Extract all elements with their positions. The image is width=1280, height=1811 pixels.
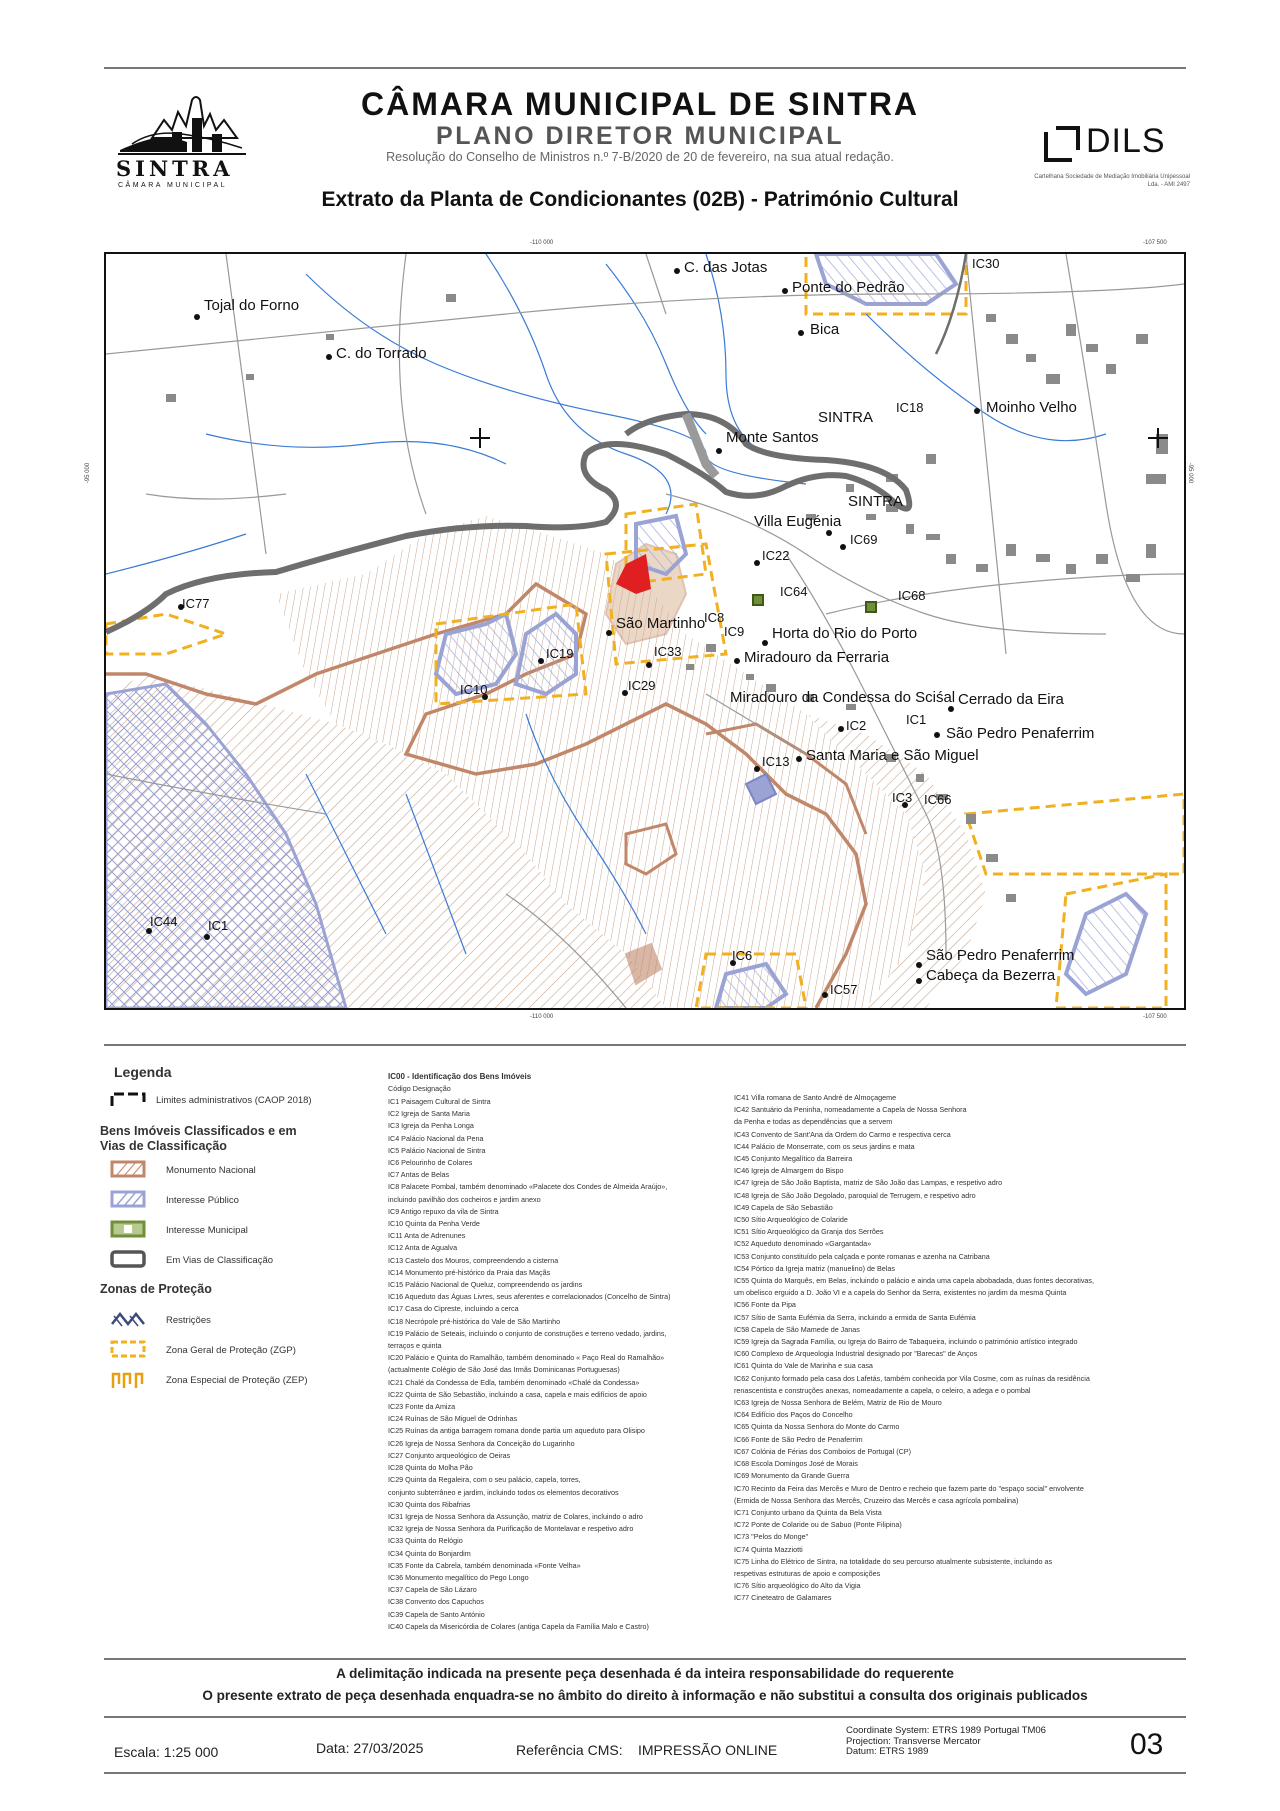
ic-list-item: IC21 Chalé da Condessa de Edla, também denominado «Chalé da Condessa»	[388, 1377, 640, 1387]
ic-list-item: IC40 Capela da Misericórdia de Colares (antiga Capela da Família Malo e Castro)	[388, 1621, 649, 1631]
ic-list-column-2	[734, 1092, 1174, 1605]
ic-list-item: IC66 Fonte de São Pedro de Penaferrim	[734, 1434, 863, 1444]
ic-list-item: IC13 Castelo dos Mouros, compreendendo a cisterna	[388, 1255, 559, 1265]
ic-list-item: IC49 Capela de São Sebastião	[734, 1202, 833, 1212]
ic-list-item: IC31 Igreja de Nossa Senhora da Assunção, matriz de Colares, incluindo o adro	[388, 1511, 643, 1521]
ic-list-item: IC26 Igreja de Nossa Senhora da Conceição do Lugarinho	[388, 1438, 575, 1448]
logo-wordmark: SINTRA	[116, 156, 234, 181]
ref-label: Referência CMS:	[516, 1742, 623, 1758]
place-dot	[948, 706, 954, 712]
ic-list-item: IC54 Pórtico da Igreja matriz (manuelino) de Belas	[734, 1263, 895, 1273]
coord-top-1: -110 000	[530, 240, 554, 246]
ic-list-item: IC62 Conjunto formado pela casa dos Lafetás, também conhecida por Vila Cosme, com as ruínas da residência	[734, 1373, 1090, 1383]
ic-list-item: conjunto subterrâneo e jardim, incluindo todos os elementos decorativos	[388, 1487, 619, 1497]
footer-rule	[104, 1716, 1186, 1718]
ic-list-item: IC53 Conjunto constituído pela calçada e ponte romanas e azenha na Catribana	[734, 1251, 990, 1261]
place-label: C. das Jotas	[684, 259, 768, 276]
ic-list-item: IC43 Convento de Sant'Ana da Ordem do Carmo e respectiva cerca	[734, 1129, 951, 1139]
place-label: Monte Santos	[726, 429, 819, 446]
ic-code-label: IC1	[906, 712, 927, 727]
ic-list-item: IC71 Conjunto urbano da Quinta da Bela Vista	[734, 1507, 882, 1517]
place-dot	[916, 962, 922, 968]
map-panel[interactable]	[104, 252, 1186, 1010]
ic-list-column-1	[388, 1096, 718, 1633]
place-label: Cabeça da Bezerra	[926, 967, 1056, 984]
ic-list-item: IC70 Recinto da Feira das Mercês e Muro de Dentro e recheio que fazem parte do "espaço social" envolvente	[734, 1483, 1084, 1493]
place-label: Tojal do Forno	[204, 297, 300, 314]
ic-list-heading: IC00 - Identificação dos Bens Imóveis	[388, 1072, 532, 1081]
ic-list-item: IC3 Igreja da Penha Longa	[388, 1121, 474, 1131]
ic-list-item: IC32 Igreja de Nossa Senhora da Purificação de Montelavar e respetivo adro	[388, 1524, 634, 1534]
place-dot	[974, 408, 980, 414]
ic-list-item: IC52 Aqueduto denominado «Gargantada»	[734, 1239, 872, 1249]
ic-list-item: IC12 Anta de Agualva	[388, 1243, 458, 1253]
ic-list-item: IC60 Complexo de Arqueologia Industrial designado por "Barecas" de Anços	[734, 1349, 978, 1359]
ic-list-item: IC17 Casa do Cipreste, incluindo a cerca	[388, 1304, 519, 1314]
coord-top-2: -107 500	[1143, 240, 1167, 246]
ic-list-item: IC58 Capela de São Mamede de Janas	[734, 1324, 860, 1334]
ic-list-item: incluindo pavilhão dos cocheiros e jardim anexo	[388, 1194, 541, 1204]
place-label: Miradouro da Ferraria	[744, 649, 890, 666]
place-label: Ponte do Pedrão	[792, 279, 905, 296]
date-text: Data: 27/03/2025	[316, 1740, 424, 1756]
ic-list-item: renascentista e construções anexas, nomeadamente a capela, o celeiro, a adega e o pombal	[734, 1385, 1031, 1395]
ic-list-item: IC20 Palácio e Quinta do Ramalhão, também denominado « Paço Real do Ramalhão»	[388, 1353, 665, 1363]
ic-dot	[538, 658, 544, 664]
ic-list-item: IC41 Villa romana de Santo André de Almoçageme	[734, 1093, 897, 1102]
disclaimer-rule	[104, 1658, 1186, 1660]
ic-list-item: IC9 Antigo repuxo da vila de Sintra	[388, 1206, 499, 1216]
ic-dot	[754, 560, 760, 566]
ic-list-item: IC47 Igreja de São João Baptista, matriz de São João das Lampas, e respetivo adro	[734, 1178, 1003, 1188]
place-dot	[326, 354, 332, 360]
ic-list-item: IC7 Antas de Belas	[388, 1170, 450, 1180]
ic-list-item: IC65 Quinta da Nossa Senhora do Monte do Carmo	[734, 1422, 900, 1432]
ic-list-item: IC30 Quinta dos Ribafrias	[388, 1499, 471, 1509]
dils-caption: Cartelhana Sociedade de Mediação Imobiliária Unipessoal Lda. - AMI 2497	[1034, 174, 1190, 188]
sheet-number: 03	[1130, 1728, 1164, 1761]
sintra-logo	[112, 90, 252, 200]
place-dot	[194, 314, 200, 320]
ic-code-label: IC68	[898, 588, 926, 603]
logo-subtitle: CÂMARA MUNICIPAL	[118, 182, 228, 189]
ic-code-label: IC44	[150, 914, 178, 929]
ic-list-item: IC2 Igreja de Santa Maria	[388, 1109, 470, 1119]
ic-dot	[822, 992, 828, 998]
ic-list-item: IC68 Escola Domingos José de Morais	[734, 1459, 858, 1469]
ic-list-item: IC73 "Pelos do Monge"	[734, 1532, 809, 1542]
coord-system-text: Coordinate System: ETRS 1989 Portugal TM06	[846, 1725, 1046, 1736]
monumento-swatch-icon	[110, 1160, 146, 1178]
ic-code-label: IC22	[762, 548, 790, 563]
ic-list-item: IC61 Quinta do Vale de Marinha e sua casa	[734, 1361, 873, 1371]
place-label: Bica	[810, 321, 840, 338]
ic-list-item: respetivas estruturas de apoio e composições	[734, 1568, 881, 1578]
place-dot	[826, 530, 832, 536]
projection-info	[846, 1726, 1046, 1758]
ic-code-label: IC10	[460, 682, 488, 697]
ic-list-item: IC1 Paisagem Cultural de Sintra	[388, 1097, 491, 1106]
place-dot	[934, 732, 940, 738]
place-label: São Pedro Penaferrim	[926, 947, 1075, 964]
ic-list-item: IC56 Fonte da Pipa	[734, 1300, 796, 1310]
place-label: Cerrado da Eira	[958, 691, 1064, 708]
ic-list-item: IC15 Palácio Nacional de Queluz, compreendendo os jardins	[388, 1280, 583, 1290]
em-vias-swatch-icon	[110, 1250, 146, 1268]
ic-code-label: IC1	[208, 918, 229, 933]
ic-list-item: IC48 Igreja de São João Degolado, paroquial de Terrugem, e respetivo adro	[734, 1190, 976, 1200]
ic-list-item: IC28 Quinta do Molha Pão	[388, 1463, 473, 1473]
ic-list-item: IC45 Conjunto Megalítico da Barreira	[734, 1154, 853, 1164]
dils-wordmark: DILS	[1086, 122, 1166, 160]
ic-dot	[646, 662, 652, 668]
place-label: Horta do Rio do Porto	[772, 625, 918, 642]
disclaimer-2: O presente extrato de peça desenhada enquadra-se no âmbito do direito à informação e não substitui a consulta dos originais publicados	[202, 1688, 1088, 1703]
place-label: Santa Maria e São Miguel	[806, 747, 979, 764]
scale-text: Escala: 1:25 000	[114, 1744, 219, 1760]
place-dot	[716, 448, 722, 454]
page-title: CÂMARA MUNICIPAL DE SINTRA	[360, 86, 920, 122]
dils-logo	[1042, 118, 1192, 168]
ic-list-item: terraços e quinta	[388, 1341, 442, 1351]
legend-group-classified: Bens Imóveis Classificados e em Vias de Classificação	[100, 1124, 297, 1153]
zgp-swatch-icon	[110, 1340, 146, 1358]
ic-code-label: IC13	[762, 754, 790, 769]
zep-swatch-icon	[110, 1370, 146, 1388]
ic-list-item: IC64 Edifício dos Paços do Concelho	[734, 1410, 853, 1420]
ic-list-item: IC39 Capela de Santo António	[388, 1609, 485, 1619]
ic-list-item: IC25 Ruínas da antiga barragem romana donde partia um aqueduto para Olisipo	[388, 1426, 645, 1436]
ic-list-item: IC8 Palacete Pombal, também denominado «Palacete dos Condes de Almeida Araújo»,	[388, 1182, 668, 1192]
ic-list-item: IC75 Linha do Elétrico de Sintra, na totalidade do seu percurso atualmente subsistente, incluindo as	[734, 1556, 1053, 1566]
place-label: C. do Torrado	[336, 345, 427, 362]
ic-code-label: IC66	[924, 792, 952, 807]
datum-text: Datum: ETRS 1989	[846, 1746, 929, 1757]
ic-list-item: IC27 Conjunto arqueológico de Oeiras	[388, 1450, 511, 1460]
ic-list-item: IC67 Colónia de Férias dos Comboios de Portugal (CP)	[734, 1446, 911, 1456]
ic-list-item: IC42 Santuário da Peninha, nomeadamente a Capela de Nossa Senhora	[734, 1105, 967, 1115]
ic-list-item: IC59 Igreja da Sagrada Família, ou Igreja do Bairro de Tabaqueira, incluindo o património artístico integrado	[734, 1337, 1078, 1347]
ic-code-label: IC57	[830, 982, 858, 997]
place-label: São Pedro Penaferrim	[946, 725, 1095, 742]
restricoes-swatch-icon	[110, 1310, 146, 1328]
ic-list-item: IC37 Capela de São Lázaro	[388, 1585, 477, 1595]
place-dot	[606, 630, 612, 636]
ic-dot	[204, 934, 210, 940]
municipal-swatch-icon	[110, 1220, 146, 1238]
place-label: Moinho Velho	[986, 399, 1077, 416]
ic-code-label: IC2	[846, 718, 867, 733]
place-label: São Martinho	[616, 615, 706, 632]
publico-swatch-icon	[110, 1190, 146, 1208]
disclaimer-1: A delimitação indicada na presente peça desenhada é da inteira responsabilidade do requerente	[336, 1666, 954, 1681]
palace-logo-icon	[112, 90, 252, 160]
ic-list-item: IC10 Quinta da Penha Verde	[388, 1219, 480, 1229]
bottom-rule	[104, 1772, 1186, 1774]
place-dot	[798, 330, 804, 336]
ic-list-item: IC57 Sítio de Santa Eufémia da Serra, incluindo a ermida de Santa Eufémia	[734, 1312, 976, 1322]
ic-list-item: IC33 Quinta do Relógio	[388, 1536, 463, 1546]
ic-list-item: IC44 Palácio de Monserrate, com os seus jardins e mata	[734, 1141, 915, 1151]
ic-list-item: IC77 Cineteatro de Galamares	[734, 1593, 832, 1603]
legend-rule	[104, 1044, 1186, 1046]
ic-list-item: IC76 Sítio arqueológico do Alto da Vigia	[734, 1581, 861, 1591]
ic-list-item: (Ermida de Nossa Senhora das Mercês, Cruzeiro das Mercês e casa agrícola pombalina)	[734, 1495, 1019, 1505]
ic-list-item: um obelisco erguido a D. João VI e a capela do Senhor da Serra, existentes no jardim da mesma Quinta	[734, 1288, 1067, 1298]
admin-limit-icon	[110, 1090, 146, 1108]
ic-list-item: IC29 Quinta da Regaleira, com o seu palácio, capela, torres,	[388, 1475, 581, 1485]
place-label: Miradouro da Condessa do Sciśal	[730, 689, 956, 706]
place-label: SINTRA	[818, 409, 874, 426]
projection-text: Projection: Transverse Mercator	[846, 1735, 981, 1747]
dils-mark-icon	[1042, 124, 1082, 164]
ic-list-item: (actualmente Colégio de São José das Irmãs Dominicanas Portuguesas)	[388, 1365, 620, 1375]
ic-code-label: IC6	[732, 948, 753, 963]
ic-list-item: IC6 Pelourinho de Colares	[388, 1158, 473, 1168]
ic-list-item: IC5 Palácio Nacional de Sintra	[388, 1145, 486, 1155]
ref-value: IMPRESSÃO ONLINE	[638, 1742, 778, 1758]
ic-code-label: IC29	[628, 678, 656, 693]
ic-list-item: IC34 Quinta do Bonjardim	[388, 1548, 471, 1558]
coord-left: -95 000	[85, 462, 92, 484]
place-dot	[762, 640, 768, 646]
ic-list-item: IC11 Anta de Adrenunes	[388, 1231, 466, 1241]
coord-bottom-1: -110 000	[530, 1014, 554, 1020]
ic-code-label: IC3	[892, 790, 913, 805]
ic-dot	[840, 544, 846, 550]
ic-code-label: IC19	[546, 646, 574, 661]
ic-list-item: IC24 Ruínas de São Miguel de Odrinhas	[388, 1414, 518, 1424]
ic-list-item: IC19 Palácio de Seteais, incluindo o conjunto de construções e terreno vedado, jardins,	[388, 1328, 667, 1338]
ic-list-item: IC50 Sítio Arqueológico de Colaride	[734, 1215, 848, 1225]
ic-list-item: IC69 Monumento da Grande Guerra	[734, 1471, 850, 1481]
ic-list-item: IC55 Quinta do Marquês, em Belas, incluindo o palácio e ainda uma capela abobadada, duas fontes decorativas,	[734, 1276, 1095, 1286]
ic-list-item: IC72 Ponte de Colaride ou de Sabuo (Ponte Filipina)	[734, 1520, 902, 1530]
ic-code-label: IC30	[972, 256, 1000, 271]
ic-code-label: IC9	[724, 624, 745, 639]
ic-list-item: IC35 Fonte da Cabrela, também denominada «Fonte Velha»	[388, 1560, 581, 1570]
coord-bottom-2: -107 500	[1143, 1014, 1167, 1020]
legend-group-protection: Zonas de Proteção	[100, 1282, 212, 1296]
place-dot	[916, 978, 922, 984]
ic-list-item: IC14 Monumento pré-histórico da Praia das Maçãs	[388, 1267, 551, 1277]
ic-list-item: IC22 Quinta de São Sebastião, incluindo a casa, capela e mais edifícios de apoio	[388, 1389, 647, 1399]
resolution-text: Resolução do Conselho de Ministros n.º 7-B/2020 de 20 de fevereiro, na sua atual redação.	[386, 150, 894, 164]
place-dot	[674, 268, 680, 274]
place-dot	[734, 658, 740, 664]
plan-title: PLANO DIRETOR MUNICIPAL	[436, 122, 844, 150]
ic-list-item: IC74 Quinta Mazziotti	[734, 1544, 803, 1554]
ic-code-label: IC64	[780, 584, 808, 599]
top-rule	[104, 67, 1186, 69]
place-dot	[796, 756, 802, 762]
ic-list-item: IC18 Necrópole pré-histórica do Vale de São Martinho	[388, 1316, 561, 1326]
ic-code-label: IC33	[654, 644, 682, 659]
ic-list-item: IC4 Palácio Nacional da Pena	[388, 1133, 484, 1143]
ic-list-subheading: Código Designação	[388, 1084, 451, 1093]
ic-list-item: IC63 Igreja de Nossa Senhora de Belém, Matriz de Rio de Mouro	[734, 1398, 942, 1408]
ic-list-item: IC38 Convento dos Capuchos	[388, 1597, 484, 1607]
ic-dot	[838, 726, 844, 732]
ic-list-item: IC51 Sítio Arqueológico da Granja dos Serrões	[734, 1227, 884, 1237]
map-subtitle: Extrato da Planta de Condicionantes (02B) - Património Cultural	[321, 188, 959, 211]
ic-list-item: IC23 Fonte da Amiza	[388, 1402, 456, 1412]
ic-code-label: IC8	[704, 610, 725, 625]
ic-list-item: IC46 Igreja de Almargem do Bispo	[734, 1166, 844, 1176]
ic-list-item: da Penha e todas as dependências que a servem	[734, 1117, 893, 1127]
ic-dot	[754, 766, 760, 772]
ic-code-label: IC18	[896, 400, 924, 415]
ic-list-item: IC36 Monumento megalítico do Pego Longo	[388, 1572, 529, 1582]
place-label: Villa Eugénia	[754, 513, 842, 530]
ic-code-label: IC77	[182, 596, 210, 611]
place-dot	[782, 288, 788, 294]
place-label: SINTRA	[848, 493, 904, 510]
ic-code-label: IC69	[850, 532, 878, 547]
legend-title: Legenda	[114, 1064, 172, 1080]
coord-right: -95 000	[1187, 462, 1194, 484]
ic-list-item: IC16 Aqueduto das Águas Livres, seus aferentes e correlacionados (Concelho de Sintra)	[388, 1292, 671, 1302]
